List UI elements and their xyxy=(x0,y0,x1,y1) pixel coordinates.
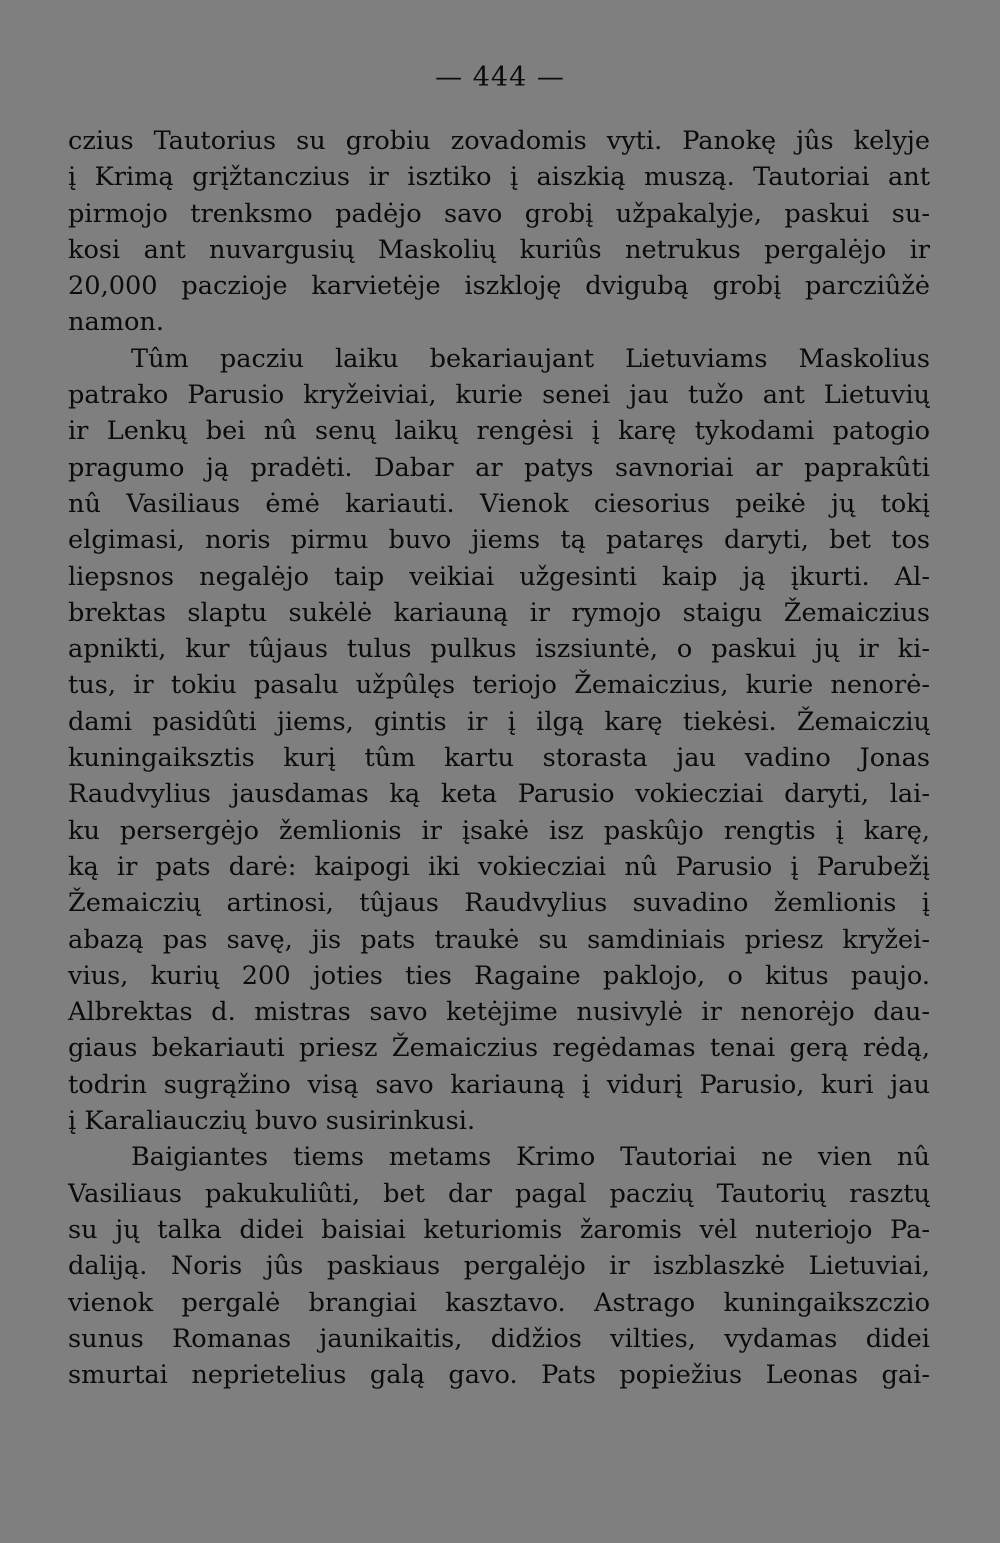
page-number: — 444 — xyxy=(435,62,565,93)
text-line: daliją. Noris jûs paskiaus pergalėjo ir iszblaszkė Lietuviai, xyxy=(68,1251,930,1282)
text-line: į Krimą grįžtanczius ir isztiko į aiszkią muszą. Tautoriai ant xyxy=(68,162,930,193)
text-line: abazą pas savę, jis pats traukė su samdiniais priesz kryžei- xyxy=(68,924,930,955)
text-line: namon. xyxy=(68,307,165,338)
text-line: liepsnos negalėjo taip veikiai užgesinti kaip ją įkurti. Al- xyxy=(68,561,930,592)
text-line: kosi ant nuvargusių Maskolių kuriûs netrukus pergalėjo ir xyxy=(68,234,930,265)
text-line: Žemaiczių artinosi, tûjaus Raudvylius suvadino žemlionis į xyxy=(68,888,930,919)
text-line: ku persergėjo žemlionis ir įsakė isz paskûjo rengtis į karę, xyxy=(68,815,930,846)
text-line: vius, kurių 200 joties ties Ragaine paklojo, o kitus paujo. xyxy=(68,960,930,991)
text-line: į Karaliauczių buvo susirinkusi. xyxy=(68,1106,476,1137)
text-line: elgimasi, noris pirmu buvo jiems tą pataręs daryti, bet tos xyxy=(68,525,930,556)
text-line: czius Tautorius su grobiu zovadomis vyti. Panokę jûs kelyje xyxy=(68,126,930,156)
text-line: tus, ir tokiu pasalu užpûlęs teriojo Žemaiczius, kurie nenorė- xyxy=(68,670,930,701)
text-line: nû Vasiliaus ėmė kariauti. Vienok ciesorius peikė jų tokį xyxy=(68,488,930,519)
text-line: smurtai neprietelius galą gavo. Pats popiežius Leonas gai- xyxy=(68,1360,930,1391)
text-line: Baigiantes tiems metams Krimo Tautoriai ne vien nû xyxy=(131,1142,930,1173)
text-line: giaus bekariauti priesz Žemaiczius regėdamas tenai gerą rėdą, xyxy=(68,1033,930,1064)
text-line: vienok pergalė brangiai kasztavo. Astrago kuningaikszczio xyxy=(68,1287,930,1318)
text-line: 20,000 paczioje karvietėje iszkloję dvigubą grobį parcziûžė xyxy=(68,271,930,302)
text-line: ką ir pats darė: kaipogi iki vokiecziai nû Parusio į Parubežį xyxy=(68,851,930,882)
text-line: Vasiliaus pakukuliûti, bet dar pagal paczių Tautorių rasztų xyxy=(68,1178,930,1209)
text-line: kuningaiksztis kurį tûm kartu storasta jau vadino Jonas xyxy=(68,743,930,774)
text-line: patrako Parusio kryžeiviai, kurie senei jau tužo ant Lietuvių xyxy=(68,380,930,411)
text-line: brektas slaptu sukėlė kariauną ir rymojo staigu Žemaiczius xyxy=(68,597,930,628)
text-line: apnikti, kur tûjaus tulus pulkus iszsiuntė, o paskui jų ir ki- xyxy=(68,634,930,665)
text-line: Tûm pacziu laiku bekariaujant Lietuviams Maskolius xyxy=(131,343,930,374)
text-line: pragumo ją pradėti. Dabar ar patys savnoriai ar paprakûti xyxy=(68,452,930,483)
text-line: su jų talka didei baisiai keturiomis žaromis vėl nuteriojo Pa- xyxy=(68,1214,930,1245)
text-line: ir Lenkų bei nû senų laikų rengėsi į karę tykodami patogio xyxy=(68,416,930,447)
text-line: dami pasidûti jiems, gintis ir į ilgą karę tiekėsi. Žemaiczių xyxy=(68,706,930,737)
text-line: todrin sugrąžino visą savo kariauną į vidurį Parusio, kuri jau xyxy=(68,1069,930,1100)
text-line: sunus Romanas jaunikaitis, didžios vilties, vydamas didei xyxy=(68,1323,930,1354)
text-line: Albrektas d. mistras savo ketėjime nusivylė ir nenorėjo dau- xyxy=(68,997,930,1028)
text-line: Raudvylius jausdamas ką keta Parusio vokiecziai daryti, lai- xyxy=(68,779,930,810)
text-line: pirmojo trenksmo padėjo savo grobį užpakalyje, paskui su- xyxy=(68,198,930,229)
body-text xyxy=(68,123,930,1393)
